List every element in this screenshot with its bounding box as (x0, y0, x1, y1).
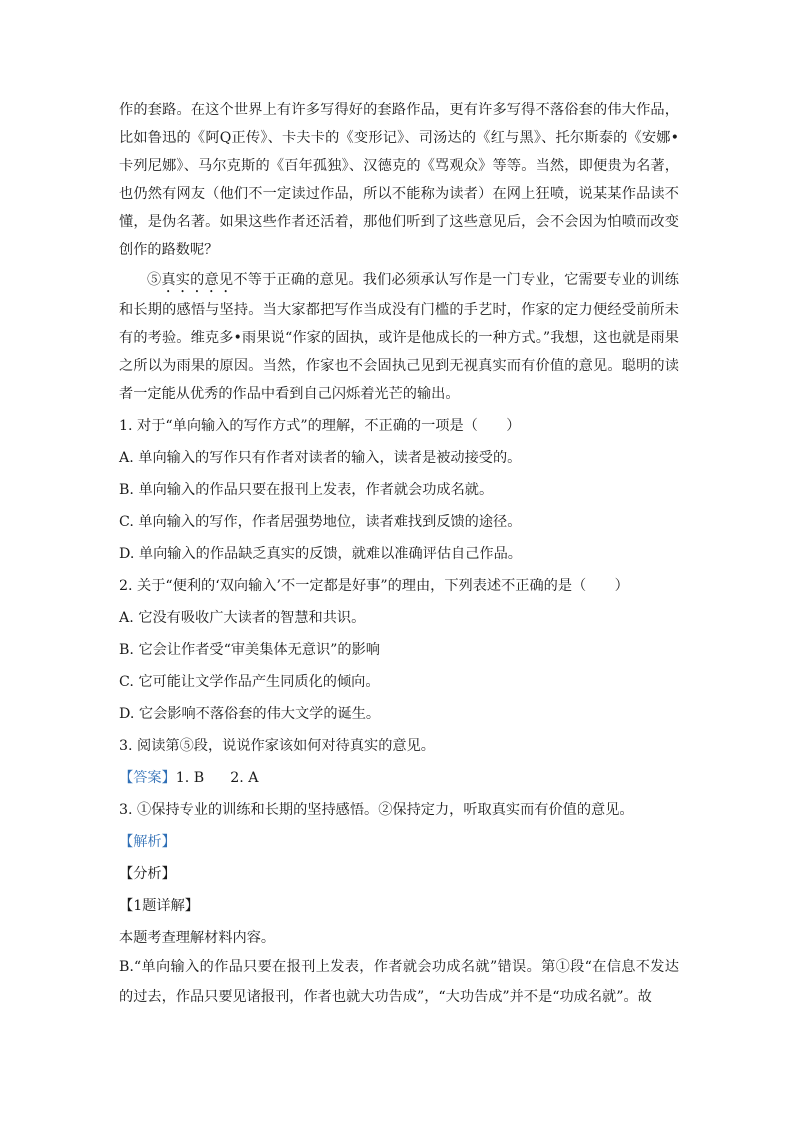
passage-paragraph-continued: 作的套路。在这个世界上有许多写得好的套路作品，更有许多写得不落俗套的伟大作品，比如鲁迅的《阿Q正传》、卡夫卡的《变形记》、司汤达的《红与黑》、托尔斯泰的《安娜•卡列尼娜》、马尔克斯的《百年孤独》、汉德克的《骂观众》等等。当然，即便贵为名著，也仍然有网友（他们不一定读过作品，所以不能称为读者）在网上狂喷，说某某作品读不懂，是伪名著。如果这些作者还活着，那他们听到了这些意见后，会不会因为怕喷而改变创作的路数呢？ (119, 102, 679, 258)
question-1-option-c: C. 单向输入的写作，作者居强势地位，读者难找到反馈的途径。 (119, 514, 522, 530)
answer-q2: 2. A (230, 770, 259, 786)
analysis-explanation: B.“单向输入的作品只要在报刊上发表，作者就会功成名就”错误。第①段“在信息不发达的过去，作品只要见诸报刊，作者也就大功告成”，“大功告成”并不是“功成名就”。故 (119, 959, 679, 1005)
question-2-stem: 2. 关于“便利的‘双向输入’不一定都是好事”的理由，下列表述不正确的是（ ） (119, 578, 629, 594)
question-3-stem: 3. 阅读第⑤段，说说作家该如何对待真实的意见。 (119, 738, 435, 754)
question-1-option-b: B. 单向输入的作品只要在报刊上发表，作者就会功成名就。 (119, 482, 494, 498)
analysis-fenxi-heading: 【分析】 (119, 866, 176, 882)
paragraph-body: 不等于正确的意见。我们必须承认写作是一门专业，它需要专业的训练和长期的感悟与坚持。当大家都把写作当成没有门槛的手艺时，作家的定力便经受前所未有的考验。维克多•雨果说“作家的固执，或许是他成长的一种方式。”我想，这也就是雨果之所以为雨果的原因。当然，作家也不会固执己见到无视真实而有价值的意见。聪明的读者一定能从优秀的作品中看到自己闪烁着光芒的输出。 (119, 272, 679, 402)
analysis-label: 【解析】 (119, 834, 176, 850)
question-1-option-d: D. 单向输入的作品缺乏真实的反馈，就难以准确评估自己作品。 (119, 546, 522, 562)
analysis-q1-detail-heading: 【1题详解】 (119, 898, 199, 914)
question-1-stem: 1. 对于“单向输入的写作方式”的理解，不正确的一项是（ ） (119, 418, 521, 434)
analysis-intro: 本题考查理解材料内容。 (119, 930, 276, 946)
answer-line (119, 762, 679, 794)
answer-q1: 1. B (175, 770, 205, 786)
question-1-option-a: A. 单向输入的写作只有作者对读者的输入，读者是被动接受的。 (119, 450, 522, 466)
question-2-option-b: B. 它会让作者受“审美集体无意识”的影响 (119, 642, 380, 658)
answer-label: 【答案】 (119, 770, 176, 786)
passage-paragraph-5 (119, 266, 679, 408)
answer-q3: 3. ①保持专业的训练和长期的坚持感悟。②保持定力，听取真实而有价值的意见。 (119, 802, 634, 818)
emphasized-phrase: 真实的意见 (161, 272, 234, 288)
question-2-option-d: D. 它会影响不落俗套的伟大文学的诞生。 (119, 706, 381, 722)
question-2-option-c: C. 它可能让文学作品产生同质化的倾向。 (119, 674, 380, 690)
paragraph-number: ⑤ (147, 272, 162, 288)
document-page (119, 96, 679, 1012)
question-2-option-a: A. 它没有吸收广大读者的智慧和共识。 (119, 610, 366, 626)
